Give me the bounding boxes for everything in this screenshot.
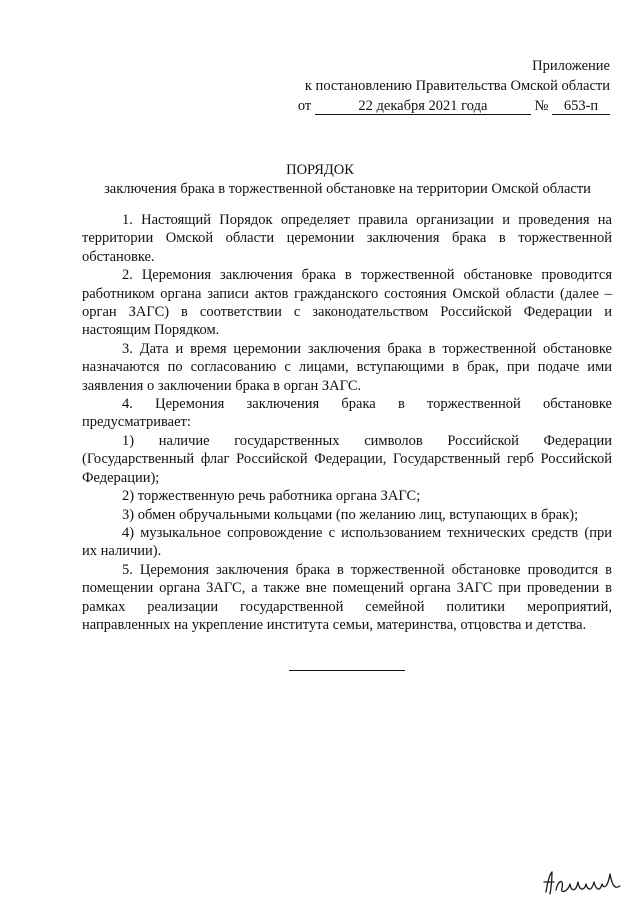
paragraph: 3. Дата и время церемонии заключения брака в торжественной обстановке назначаются по согласованию с лицами, вступающими в брак, при подаче ими заявления о заключении брака в орган ЗАГС. bbox=[82, 340, 612, 394]
resolution-number: 653-п bbox=[552, 98, 610, 115]
list-item: 1) наличие государственных символов Российской Федерации (Государственный флаг Российской Федерации, Государственный герб Российской Федерации); bbox=[82, 432, 612, 486]
resolution-reference: к постановлению Правительства Омской области bbox=[304, 78, 610, 94]
list-item: 2) торжественную речь работника органа ЗАГС; bbox=[122, 488, 421, 505]
paragraph: 1. Настоящий Порядок определяет правила организации и проведения на территории Омской области церемонии заключения брака в торжественной обстановке. bbox=[82, 212, 612, 265]
paragraph: 5. Церемония заключения брака в торжественной обстановке проводится в помещении органа ЗАГС, а также вне помещений органа ЗАГС при проведении в рамках реализации государственной семейной политики мероприятий, направленных на укрепление института семьи, материнства, отцовства и детства. bbox=[82, 561, 612, 633]
document-body bbox=[82, 211, 612, 634]
document-subtitle: заключения брака в торжественной обстановке на территории Омской области bbox=[104, 181, 591, 197]
list-item: 4) музыкальное сопровождение с использованием технических средств (при их наличии). bbox=[82, 524, 612, 560]
appendix-label: Приложение bbox=[532, 58, 610, 74]
list-item: 3) обмен обручальными кольцами (по желанию лиц, вступающих в брак); bbox=[122, 506, 579, 523]
number-prefix: № bbox=[534, 98, 549, 114]
date-prefix: от bbox=[297, 98, 312, 114]
resolution-date-line bbox=[298, 96, 610, 116]
paragraph: 4. Церемония заключения брака в торжественной обстановке предусматривает: bbox=[82, 396, 612, 431]
document-title: ПОРЯДОК bbox=[286, 162, 354, 178]
end-divider bbox=[289, 670, 405, 671]
appendix-header bbox=[298, 56, 610, 116]
handwritten-initials bbox=[540, 866, 626, 900]
resolution-date: 22 декабря 2021 года bbox=[315, 98, 531, 115]
paragraph: 2. Церемония заключения брака в торжественной обстановке проводится работником органа записи актов гражданского состояния Омской области (далее – орган ЗАГС) в соответствии с законодательством Российской Федерации и настоящим Порядком. bbox=[82, 267, 612, 339]
